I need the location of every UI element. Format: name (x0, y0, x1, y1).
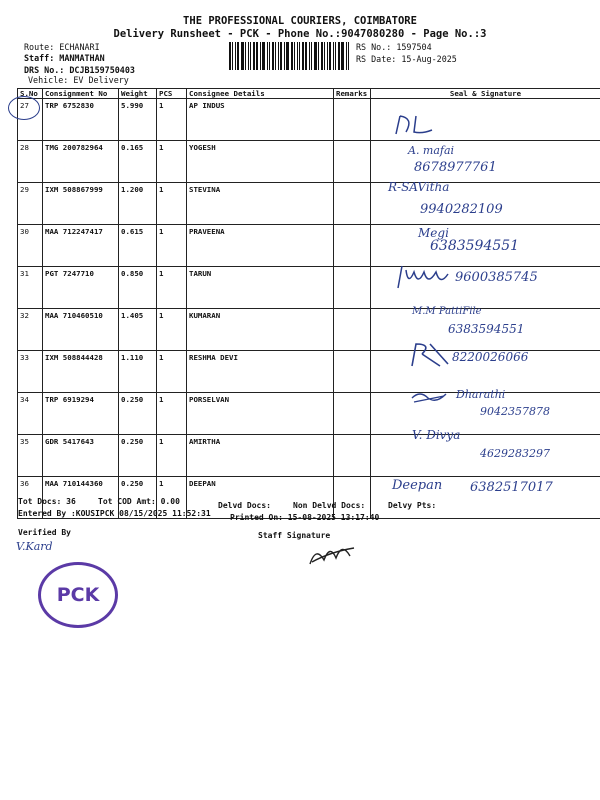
barcode-bar (269, 42, 270, 70)
cell-sno: 32 (18, 309, 43, 351)
table-header-row (18, 89, 600, 99)
col-consignment: Consignment No (43, 89, 119, 99)
cell-remarks (334, 183, 371, 225)
cell-sno: 36 (18, 477, 43, 519)
cell-weight: 0.165 (119, 141, 157, 183)
handwritten-phone-row-31: 9600385745 (455, 270, 538, 285)
rs-number: RS No.: 1597504 (356, 42, 432, 52)
cell-consignment: IXM 508867999 (43, 183, 119, 225)
cell-sno: 30 (18, 225, 43, 267)
cell-consignment: TRP 6919294 (43, 393, 119, 435)
barcode-bar (241, 42, 244, 70)
barcode-bar (297, 42, 298, 70)
handwritten-name-row-34: Dharathi (456, 388, 506, 401)
cell-pcs: 1 (157, 141, 187, 183)
handwritten-name-row-28: A. mafai (408, 144, 455, 157)
handwritten-phone-row-36: 6382517017 (470, 480, 553, 495)
cell-sno: 29 (18, 183, 43, 225)
cell-pcs: 1 (157, 267, 187, 309)
barcode-bar (250, 42, 251, 70)
barcode-bar (256, 42, 258, 70)
col-weight: Weight (119, 89, 157, 99)
barcode-bar (229, 42, 231, 70)
cell-weight: 0.615 (119, 225, 157, 267)
cell-consignee: PRAVEENA (187, 225, 334, 267)
barcode-bar (321, 42, 323, 70)
pck-stamp-text: PCK (56, 584, 100, 606)
col-remarks: Remarks (334, 89, 371, 99)
cell-pcs: 1 (157, 435, 187, 477)
cell-sno: 35 (18, 435, 43, 477)
cell-consignment: MAA 712247417 (43, 225, 119, 267)
handwritten-phone-row-34: 9042357878 (480, 405, 550, 418)
cell-remarks (334, 435, 371, 477)
cell-sno: 28 (18, 141, 43, 183)
cell-consignee: KUMARAN (187, 309, 334, 351)
cell-remarks (334, 141, 371, 183)
signature-row-31 (392, 262, 462, 292)
barcode-bar (294, 42, 295, 70)
cell-weight: 5.990 (119, 99, 157, 141)
cell-pcs: 1 (157, 393, 187, 435)
col-consignee: Consignee Details (187, 89, 334, 99)
signature-row-27 (392, 112, 462, 138)
cell-consignment: TRP 6752830 (43, 99, 119, 141)
handwritten-phone-row-32: 6383594551 (448, 322, 525, 336)
barcode-bar (267, 42, 268, 70)
barcode-bar (253, 42, 255, 70)
rs-date: RS Date: 15-Aug-2025 (356, 54, 457, 64)
handwritten-circle-mark (8, 96, 40, 120)
col-sno: S.No (18, 89, 43, 99)
barcode-bar (329, 42, 331, 70)
barcode-bar (286, 42, 289, 70)
cell-consignee: PORSELVAN (187, 393, 334, 435)
cell-weight: 1.405 (119, 309, 157, 351)
drs-number: DRS No.: DCJB159750403 (24, 65, 135, 75)
cell-sno: 31 (18, 267, 43, 309)
cell-consignee: TARUN (187, 267, 334, 309)
cell-consignee: DEEPAN (187, 477, 334, 519)
cell-sno: 33 (18, 351, 43, 393)
verified-by-signature: V.Kard (16, 540, 53, 553)
barcode-bar (248, 42, 249, 70)
handwritten-name-row-35: V. Divya (412, 428, 461, 442)
barcode-bar (284, 42, 285, 70)
company-title: THE PROFESSIONAL COURIERS, COIMBATORE (183, 15, 417, 27)
barcode-bar (299, 42, 300, 70)
cell-consignment: MAA 710144360 (43, 477, 119, 519)
barcode-bar (311, 42, 312, 70)
cell-consignment: PGT 7247710 (43, 267, 119, 309)
verified-by-label: Verified By (18, 528, 71, 537)
cell-remarks (334, 99, 371, 141)
cell-pcs: 1 (157, 99, 187, 141)
barcode-bar (305, 42, 307, 70)
cell-pcs: 1 (157, 351, 187, 393)
non-delivered-docs: Non Delvd Docs: (293, 501, 366, 510)
total-docs: Tot Docs: 36 (18, 497, 76, 506)
barcode-bar (291, 42, 293, 70)
cell-consignment: MAA 710460510 (43, 309, 119, 351)
printed-on: Printed On: 15-08-2025 13:17:40 (230, 513, 380, 522)
handwritten-name-row-36: Deepan (392, 478, 443, 493)
cell-sno: 27 (18, 99, 43, 141)
cell-pcs: 1 (157, 183, 187, 225)
cell-consignee: AP INDUS (187, 99, 334, 141)
barcode-bar (237, 42, 239, 70)
vehicle-label: Vehicle: EV Delivery (28, 75, 129, 85)
cell-pcs: 1 (157, 477, 187, 519)
barcode-bar (338, 42, 340, 70)
cell-weight: 0.250 (119, 435, 157, 477)
cell-weight: 0.850 (119, 267, 157, 309)
delivered-docs: Delvd Docs: (218, 501, 271, 510)
barcode-bar (348, 42, 349, 70)
barcode-bar (327, 42, 328, 70)
cell-consignment: IXM 508844428 (43, 351, 119, 393)
cell-weight: 1.110 (119, 351, 157, 393)
barcode-bar (280, 42, 282, 70)
barcode-bar (278, 42, 279, 70)
barcode-bar (245, 42, 246, 70)
total-cod-amount: Tot COD Amt: 0.00 (98, 497, 180, 506)
staff-signature-label: Staff Signature (258, 531, 331, 540)
barcode-bar (314, 42, 317, 70)
runsheet-subtitle: Delivery Runsheet - PCK - Phone No.:9047080280 - Page No.:3 (113, 28, 487, 40)
delivery-points: Delvy Pts: (388, 501, 437, 510)
cell-remarks (334, 309, 371, 351)
barcode-bar (333, 42, 334, 70)
barcode-bar (260, 42, 261, 70)
barcode-bar (262, 42, 265, 70)
cell-pcs: 1 (157, 225, 187, 267)
barcode-bar (341, 42, 344, 70)
signature-row-33 (408, 340, 452, 370)
handwritten-phone-row-30: 6383594551 (430, 238, 520, 254)
staff-label: Staff: MANMATHAN (24, 53, 105, 63)
scribble-row-34 (410, 388, 450, 406)
handwritten-phone-row-29: 9940282109 (420, 202, 503, 217)
col-pcs: PCS (157, 89, 187, 99)
staff-signature (306, 538, 358, 568)
barcode-bar (318, 42, 319, 70)
cell-remarks (334, 351, 371, 393)
col-seal-signature: Seal & Signature (371, 89, 600, 99)
barcode-bar (324, 42, 325, 70)
cell-weight: 0.250 (119, 477, 157, 519)
barcode-bar (309, 42, 310, 70)
cell-consignee: RESHMA DEVI (187, 351, 334, 393)
cell-consignee: AMIRTHA (187, 435, 334, 477)
handwritten-phone-row-28: 8678977761 (414, 160, 497, 175)
handwritten-phone-row-33: 8220026066 (452, 350, 529, 364)
barcode (229, 42, 353, 70)
barcode-bar (275, 42, 276, 70)
handwritten-name-row-32: M.M PattiFile (412, 306, 482, 317)
handwritten-name-row-30: Megi (418, 226, 449, 240)
table-row (18, 183, 600, 225)
handwritten-name-row-29: R-SAVitha (388, 180, 450, 194)
cell-consignee: STEVINA (187, 183, 334, 225)
entered-by: Entered By :KOUSIPCK 08/15/2025 11:52:31 (18, 509, 211, 518)
table-row (18, 99, 600, 141)
cell-sno: 34 (18, 393, 43, 435)
cell-weight: 0.250 (119, 393, 157, 435)
barcode-bar (302, 42, 304, 70)
barcode-bar (272, 42, 274, 70)
handwritten-phone-row-35: 4629283297 (480, 447, 550, 460)
pck-stamp (38, 562, 118, 628)
cell-remarks (334, 225, 371, 267)
table-row (18, 141, 600, 183)
barcode-bar (235, 42, 236, 70)
barcode-bar (335, 42, 336, 70)
cell-consignment: TMG 200782964 (43, 141, 119, 183)
barcode-bar (346, 42, 347, 70)
cell-consignee: YOGESH (187, 141, 334, 183)
cell-remarks (334, 393, 371, 435)
cell-consignment: GDR 5417643 (43, 435, 119, 477)
cell-pcs: 1 (157, 309, 187, 351)
route-label: Route: ECHANARI (24, 42, 100, 52)
barcode-bar (232, 42, 233, 70)
cell-weight: 1.200 (119, 183, 157, 225)
cell-remarks (334, 267, 371, 309)
